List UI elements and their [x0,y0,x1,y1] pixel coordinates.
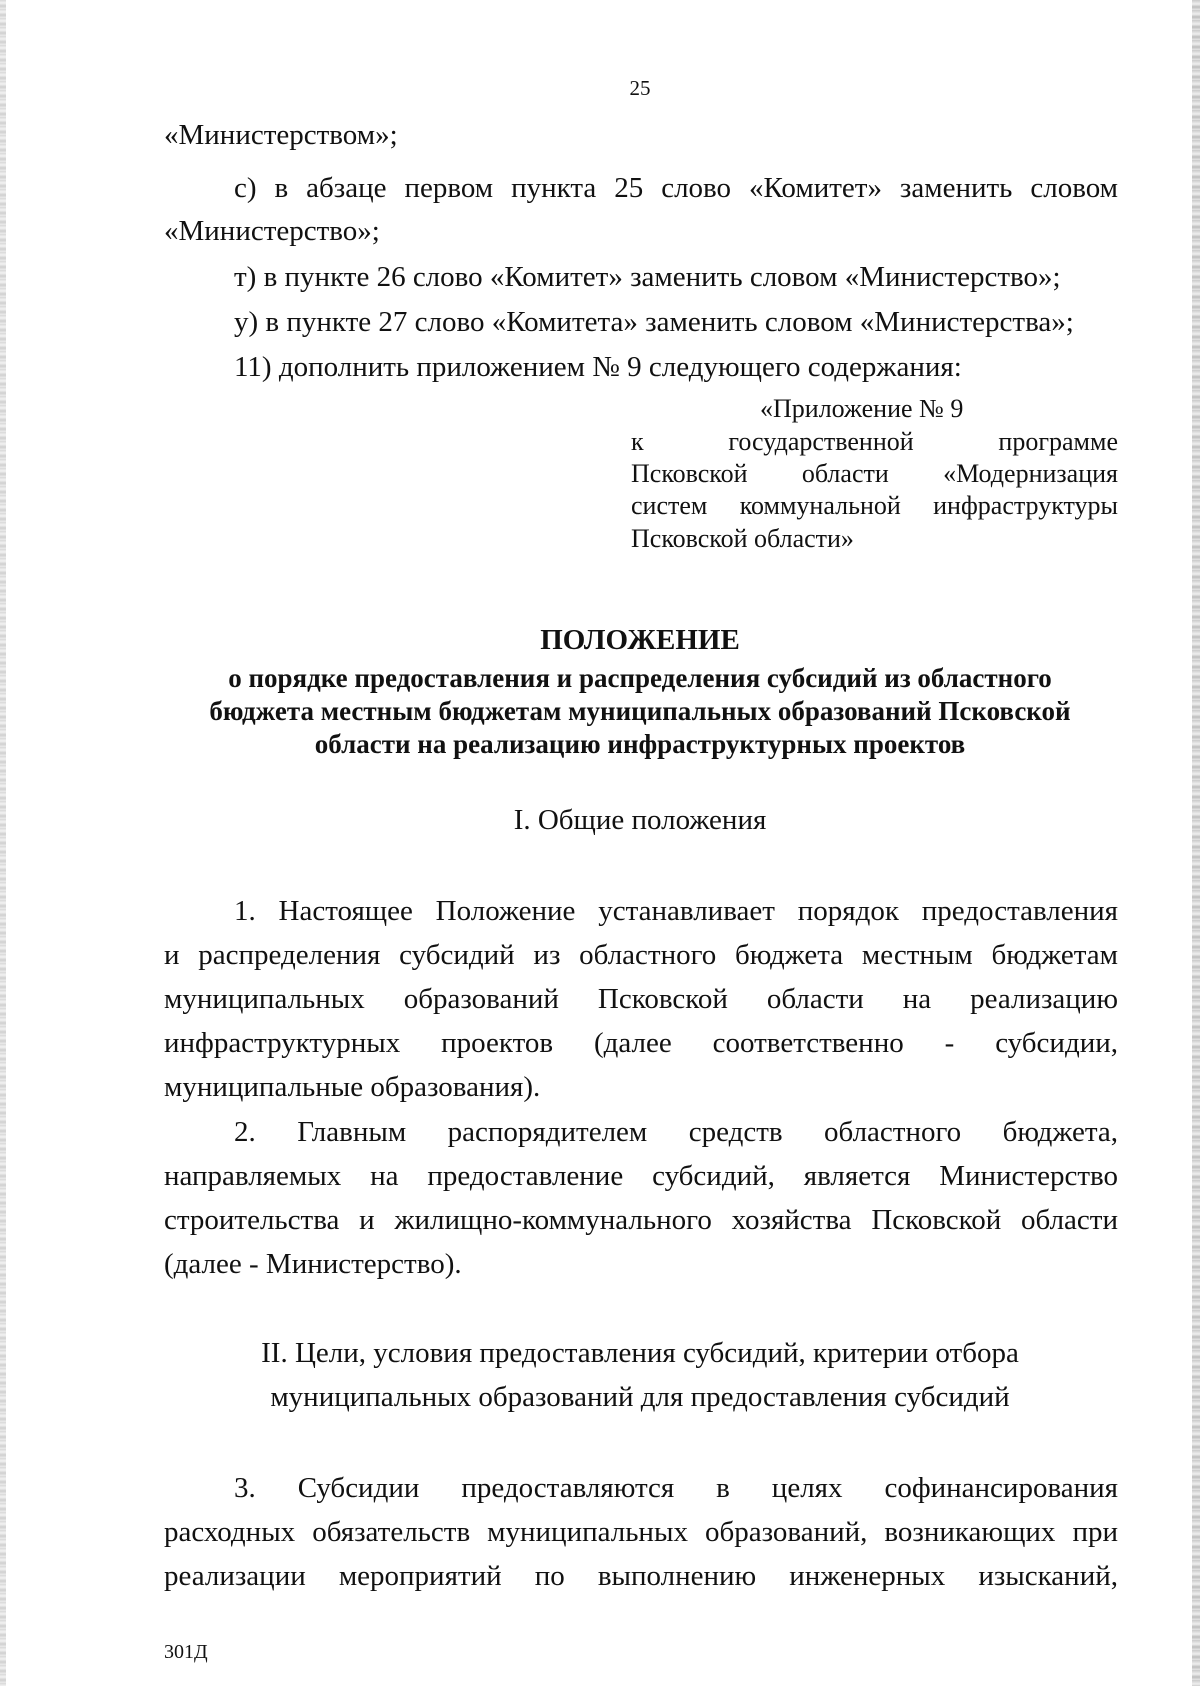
text-line-4: т) в пункте 26 слово «Комитет» заменить словом «Министерство»; [234,261,1061,293]
regulation-title: ПОЛОЖЕНИЕ [540,624,740,656]
section-2-heading-line-2: муниципальных образований для предоставления субсидий [270,1381,1010,1413]
para-1-line-1: 1. Настоящее Положение устанавливает порядок предоставления [234,895,1118,927]
para-3-line-1: 3. Субсидии предоставляются в целях софинансирования [234,1472,1118,1504]
text-line-5: у) в пункте 27 слово «Комитета» заменить словом «Министерства»; [234,306,1074,338]
para-2-line-1: 2. Главным распорядителем средств областного бюджета, [234,1116,1118,1148]
text-line-3: «Министерство»; [164,215,380,247]
para-2-line-4: (далее - Министерство). [164,1248,462,1280]
para-2-line-3: строительства и жилищно-коммунального хозяйства Псковской области [164,1204,1118,1236]
appendix-word: к [631,427,644,456]
appendix-word: государственной [728,427,914,456]
para-2-line-2: направляемых на предоставление субсидий, является Министерство [164,1160,1118,1192]
page-number: 25 [629,76,651,100]
appendix-word: «Модернизация [943,459,1118,488]
appendix-row-1 [631,426,1118,458]
para-1-line-3: муниципальных образований Псковской области на реализацию [164,983,1118,1015]
scan-edge-right [1192,0,1200,1686]
text-line-2: с) в абзаце первом пункта 25 слово «Комитет» заменить словом [234,172,1118,204]
section-2-heading-line-1: II. Цели, условия предоставления субсидий, критерии отбора [261,1337,1019,1369]
appendix-word: Псковской [631,459,748,488]
scan-edge-left [0,0,6,1686]
para-3-line-2: расходных обязательств муниципальных образований, возникающих при [164,1516,1118,1548]
appendix-row-2 [631,458,1118,490]
para-1-line-2: и распределения субсидий из областного бюджета местным бюджетам [164,939,1118,971]
section-1-heading: I. Общие положения [513,804,767,836]
text-line-6: 11) дополнить приложением № 9 следующего содержания: [234,351,962,383]
appendix-word: программе [998,427,1118,456]
appendix-title: «Приложение № 9 [760,394,964,423]
text-line-1: «Министерством»; [164,119,398,151]
regulation-subtitle-line-3: области на реализацию инфраструктурных проектов [314,729,966,759]
regulation-subtitle-line-1: о порядке предоставления и распределения субсидий из областного [228,663,1052,693]
appendix-row-3: систем коммунальной инфраструктуры [631,491,1118,520]
para-1-line-4: инфраструктурных проектов (далее соответственно - субсидии, [164,1027,1118,1059]
para-3-line-3: реализации мероприятий по выполнению инженерных изысканий, [164,1560,1118,1592]
appendix-row-4: Псковской области» [631,524,854,553]
regulation-subtitle-line-2: бюджета местным бюджетам муниципальных образований Псковской [209,696,1071,726]
appendix-word: области [801,459,889,488]
footer-document-code: 301Д [164,1641,208,1663]
para-1-line-5: муниципальные образования). [164,1071,541,1103]
